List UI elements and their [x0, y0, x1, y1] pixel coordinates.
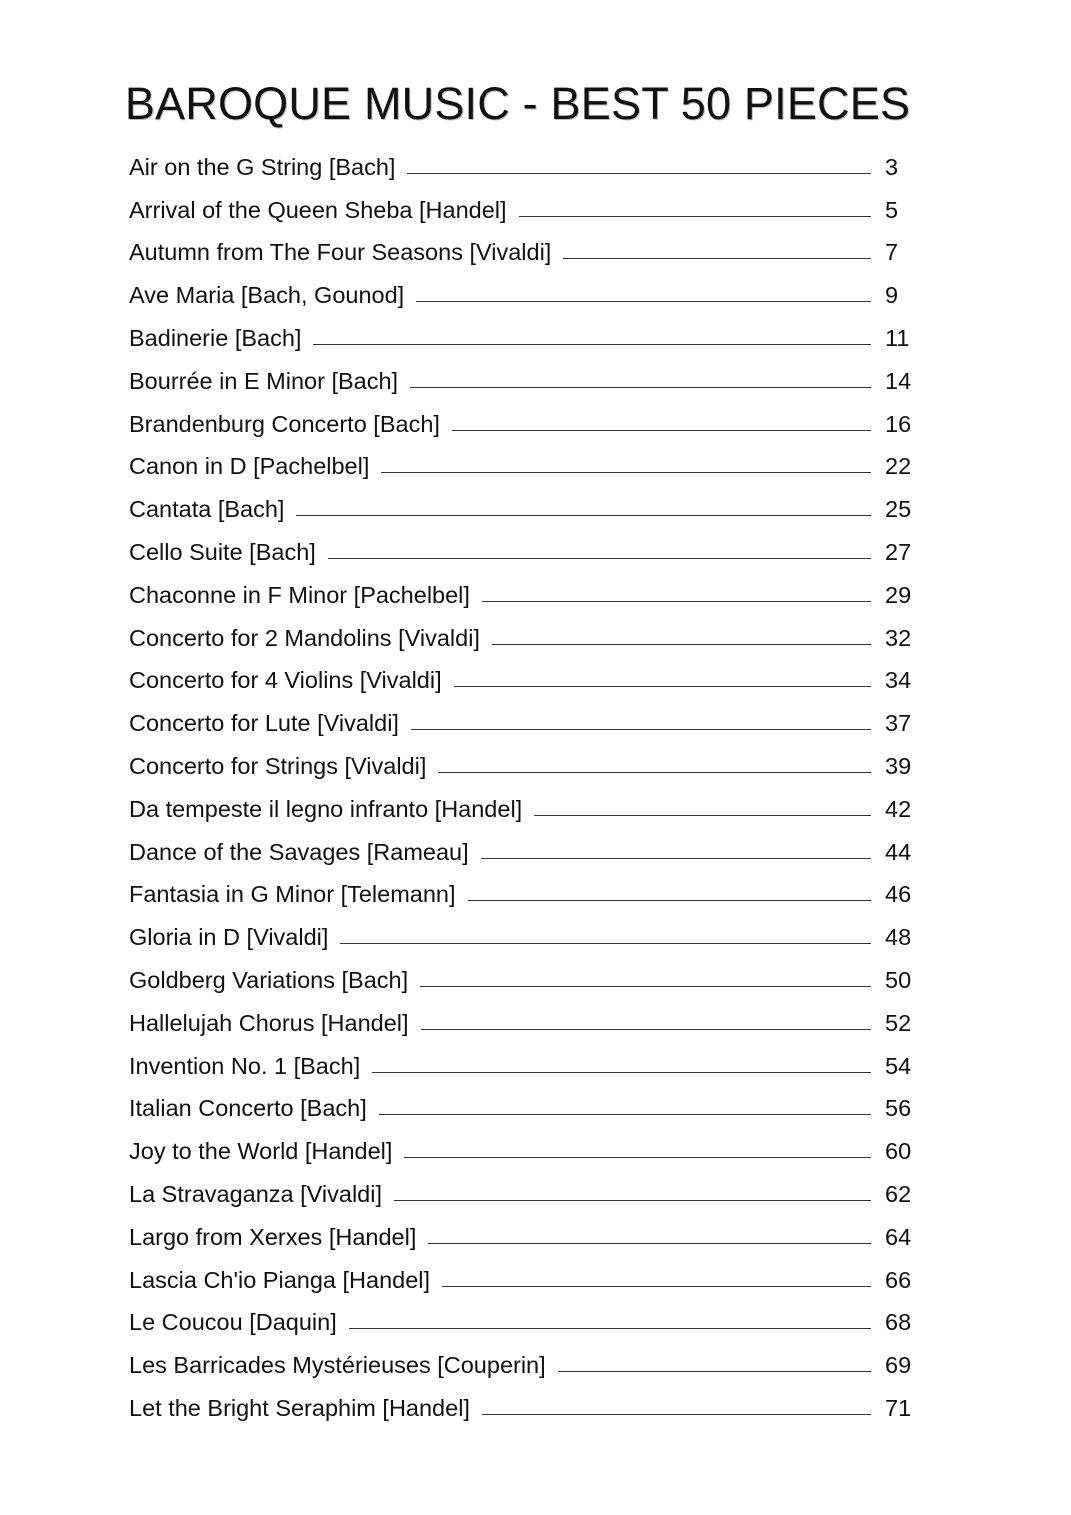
toc-entry-title: Canon in D [Pachelbel]	[129, 453, 370, 480]
toc-entry-page-number: 37	[885, 710, 912, 737]
toc-entry-title: Concerto for Lute [Vivaldi]	[129, 710, 399, 737]
toc-entry	[129, 1128, 915, 1171]
toc-entry-page-number: 5	[885, 196, 899, 223]
toc-entry-title: Badinerie [Bach]	[129, 324, 302, 351]
toc-entry-page-number: 3	[885, 153, 899, 180]
toc-entry-title: Joy to the World [Handel]	[129, 1138, 393, 1165]
toc-entry-page-number: 68	[885, 1309, 912, 1336]
toc-entry	[129, 529, 915, 572]
toc-leader-line	[372, 1072, 871, 1073]
toc-entry-title: Concerto for 2 Mandolins [Vivaldi]	[129, 624, 480, 651]
toc-entry-title: Da tempeste il legno infranto [Handel]	[129, 795, 523, 822]
toc-leader-line	[421, 1029, 871, 1030]
toc-entry	[129, 1043, 915, 1086]
toc-entry-title: Air on the G String [Bach]	[129, 153, 396, 180]
toc-entry-title: Hallelujah Chorus [Handel]	[129, 1009, 409, 1036]
toc-leader-line	[442, 1286, 871, 1287]
toc-leader-line	[482, 1414, 871, 1415]
toc-leader-line	[381, 472, 871, 473]
toc-entry-title: Fantasia in G Minor [Telemann]	[129, 881, 456, 908]
toc-entry-page-number: 16	[885, 410, 912, 437]
toc-leader-line	[416, 301, 871, 302]
toc-leader-line	[492, 644, 871, 645]
toc-entry	[129, 700, 915, 743]
toc-entry-title: Invention No. 1 [Bach]	[129, 1052, 361, 1079]
toc-entry	[129, 1257, 915, 1300]
toc-leader-line	[468, 900, 871, 901]
toc-entry	[129, 358, 915, 401]
toc-entry-page-number: 14	[885, 367, 912, 394]
toc-leader-line	[452, 430, 871, 431]
toc-entry	[129, 1300, 915, 1343]
toc-entry-page-number: 60	[885, 1138, 912, 1165]
toc-entry-title: Concerto for 4 Violins [Vivaldi]	[129, 667, 442, 694]
toc-leader-line	[349, 1328, 871, 1329]
toc-entry-page-number: 25	[885, 496, 912, 523]
toc-entry-page-number: 29	[885, 581, 912, 608]
toc-entry-page-number: 48	[885, 924, 912, 951]
toc-entry-page-number: 22	[885, 453, 912, 480]
toc-entry-page-number: 9	[885, 282, 899, 309]
toc-entry	[129, 272, 915, 315]
toc-entry-title: Let the Bright Seraphim [Handel]	[129, 1394, 470, 1421]
toc-entry-title: Concerto for Strings [Vivaldi]	[129, 752, 427, 779]
toc-leader-line	[481, 858, 871, 859]
toc-entry-page-number: 44	[885, 838, 912, 865]
toc-leader-line	[313, 344, 871, 345]
toc-entry-title: Ave Maria [Bach, Gounod]	[129, 282, 405, 309]
toc-entry-title: La Stravaganza [Vivaldi]	[129, 1180, 383, 1207]
toc-leader-line	[563, 258, 871, 259]
toc-entry	[129, 444, 915, 487]
toc-leader-line	[340, 943, 871, 944]
toc-entry-title: Chaconne in F Minor [Pachelbel]	[129, 581, 470, 608]
toc-entry-page-number: 71	[885, 1394, 912, 1421]
toc-entry	[129, 1086, 915, 1129]
toc-entry	[129, 230, 915, 273]
toc-leader-line	[428, 1243, 871, 1244]
toc-entry-title: Le Coucou [Daquin]	[129, 1309, 337, 1336]
toc-leader-line	[328, 558, 871, 559]
toc-entry-page-number: 39	[885, 752, 912, 779]
toc-entry-title: Arrival of the Queen Sheba [Handel]	[129, 196, 507, 223]
toc-entry-title: Largo from Xerxes [Handel]	[129, 1223, 417, 1250]
toc-leader-line	[394, 1200, 871, 1201]
toc-entry	[129, 401, 915, 444]
toc-leader-line	[534, 815, 871, 816]
toc-entry-title: Cantata [Bach]	[129, 496, 285, 523]
toc-entry	[129, 914, 915, 957]
toc-entry	[129, 957, 915, 1000]
toc-leader-line	[519, 216, 871, 217]
toc-entry	[129, 1342, 915, 1385]
toc-entry-title: Les Barricades Mystérieuses [Couperin]	[129, 1352, 546, 1379]
toc-leader-line	[407, 173, 871, 174]
toc-entry-title: Gloria in D [Vivaldi]	[129, 924, 329, 951]
toc-leader-line	[410, 387, 871, 388]
toc-leader-line	[411, 729, 871, 730]
toc-leader-line	[420, 986, 871, 987]
toc-entry-page-number: 62	[885, 1180, 912, 1207]
toc-entry	[129, 315, 915, 358]
toc-entry-page-number: 7	[885, 239, 899, 266]
toc-entry	[129, 187, 915, 230]
toc-entry-page-number: 54	[885, 1052, 912, 1079]
toc-entry-title: Bourrée in E Minor [Bach]	[129, 367, 399, 394]
toc-entry-page-number: 64	[885, 1223, 912, 1250]
toc-entry	[129, 786, 915, 829]
toc-entry	[129, 572, 915, 615]
toc-entry-page-number: 27	[885, 538, 912, 565]
toc-entry-page-number: 34	[885, 667, 912, 694]
toc-entry-page-number: 69	[885, 1352, 912, 1379]
toc-entry	[129, 486, 915, 529]
toc-entry-page-number: 66	[885, 1266, 912, 1293]
toc-entry	[129, 872, 915, 915]
toc-entry	[129, 1000, 915, 1043]
toc-entry-page-number: 46	[885, 881, 912, 908]
toc-entry	[129, 1171, 915, 1214]
toc-entry-title: Italian Concerto [Bach]	[129, 1095, 367, 1122]
page-title: BAROQUE MUSIC - BEST 50 PIECES	[124, 78, 911, 129]
toc-leader-line	[482, 601, 871, 602]
toc-leader-line	[438, 772, 871, 773]
toc-entry-page-number: 11	[885, 324, 910, 351]
toc-entry	[129, 1385, 915, 1428]
toc-entry-title: Brandenburg Concerto [Bach]	[129, 410, 440, 437]
toc-entry-title: Dance of the Savages [Rameau]	[129, 838, 469, 865]
toc-entry-page-number: 52	[885, 1009, 912, 1036]
toc-entry-page-number: 42	[885, 795, 912, 822]
toc-leader-line	[296, 515, 871, 516]
toc-leader-line	[404, 1157, 871, 1158]
toc-entry-page-number: 32	[885, 624, 912, 651]
toc-entry-page-number: 56	[885, 1095, 912, 1122]
toc-leader-line	[454, 686, 871, 687]
toc-entry	[129, 1214, 915, 1257]
toc-entry	[129, 144, 915, 187]
table-of-contents	[129, 144, 915, 1428]
toc-entry	[129, 658, 915, 701]
toc-entry	[129, 615, 915, 658]
toc-entry	[129, 743, 915, 786]
toc-entry	[129, 829, 915, 872]
toc-leader-line	[379, 1114, 871, 1115]
toc-entry-title: Goldberg Variations [Bach]	[129, 966, 409, 993]
toc-entry-title: Autumn from The Four Seasons [Vivaldi]	[129, 239, 552, 266]
toc-entry-page-number: 50	[885, 966, 912, 993]
toc-entry-title: Lascia Ch'io Pianga [Handel]	[129, 1266, 431, 1293]
toc-leader-line	[558, 1371, 871, 1372]
toc-entry-title: Cello Suite [Bach]	[129, 538, 316, 565]
